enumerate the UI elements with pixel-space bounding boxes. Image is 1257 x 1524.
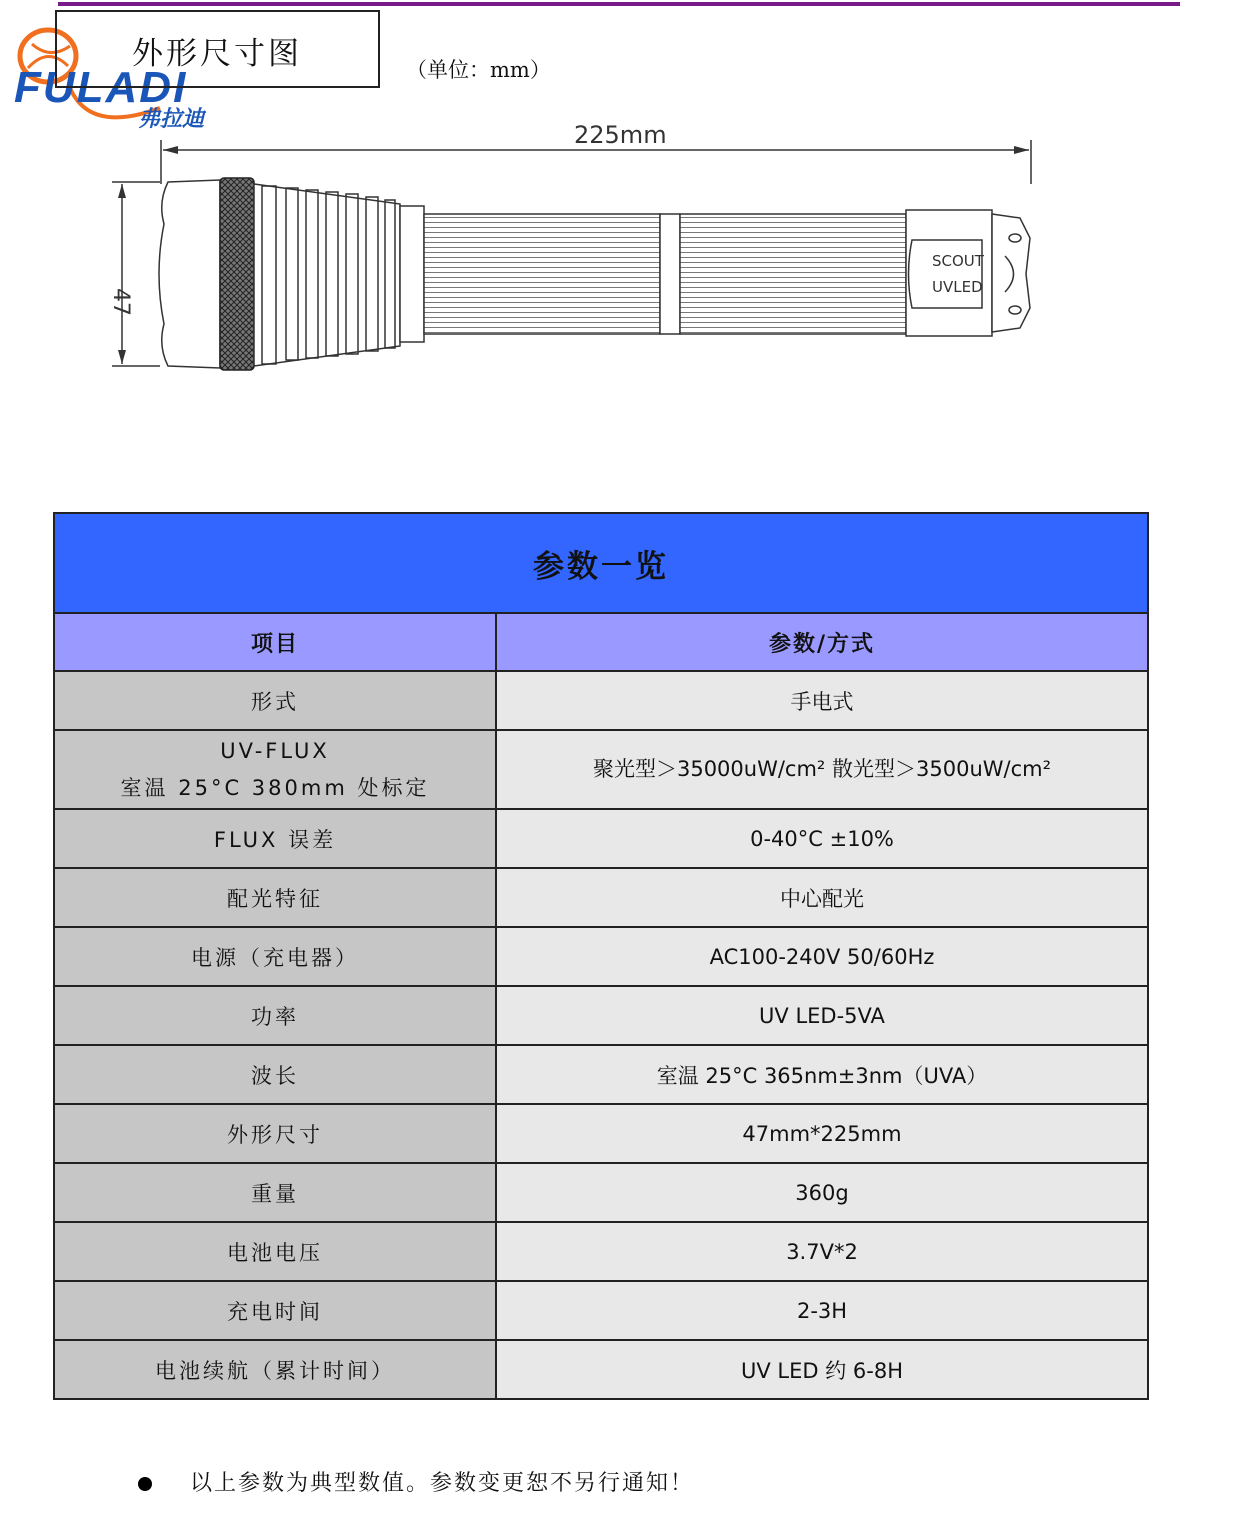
row-value: 手电式	[496, 671, 1148, 730]
row-item: 配光特征	[54, 868, 496, 927]
row-value: UV LED-5VA	[496, 986, 1148, 1045]
table-row	[54, 730, 1148, 809]
row-item: 外形尺寸	[54, 1104, 496, 1163]
table-row	[54, 1045, 1148, 1104]
engraving-uvled: UVLED	[932, 278, 983, 296]
top-accent-line	[58, 2, 1180, 6]
table-row	[54, 1281, 1148, 1340]
footnote-text: 以上参数为典型数值。参数变更恕不另行通知！	[190, 1471, 695, 1496]
row-item: 功率	[54, 986, 496, 1045]
row-item: 电池续航（累计时间）	[54, 1340, 496, 1399]
row-value: AC100-240V 50/60Hz	[496, 927, 1148, 986]
table-row	[54, 1104, 1148, 1163]
row-value: 中心配光	[496, 868, 1148, 927]
row-item: 波长	[54, 1045, 496, 1104]
flashlight-dimension-drawing	[0, 110, 1257, 390]
bullet-icon	[138, 1477, 152, 1491]
row-item: 充电时间	[54, 1281, 496, 1340]
table-row	[54, 671, 1148, 730]
row-value: 聚光型＞35000uW/cm² 散光型＞3500uW/cm²	[496, 730, 1148, 809]
row-value: 室温 25°C 365nm±3nm（UVA）	[496, 1045, 1148, 1104]
logo-wordmark: FULADI	[14, 63, 188, 112]
table-row	[54, 1222, 1148, 1281]
length-label: 225mm	[574, 121, 667, 149]
col-header-item: 项目	[54, 613, 496, 671]
table-row	[54, 809, 1148, 868]
row-item: 电源（充电器）	[54, 927, 496, 986]
row-value: 47mm*225mm	[496, 1104, 1148, 1163]
row-item	[54, 730, 496, 809]
footnote	[138, 1466, 694, 1497]
row-value: UV LED 约 6-8H	[496, 1340, 1148, 1399]
row-item: 重量	[54, 1163, 496, 1222]
table-row	[54, 1163, 1148, 1222]
row-value: 0-40°C ±10%	[496, 809, 1148, 868]
engraving-scout: SCOUT	[932, 252, 984, 270]
table-caption: 参数一览	[54, 513, 1148, 613]
row-value: 2-3H	[496, 1281, 1148, 1340]
row-item-line2: 室温 25°C 380mm 处标定	[120, 775, 430, 800]
section-title: 外形尺寸图	[132, 36, 302, 72]
spec-table	[53, 512, 1149, 1400]
diameter-label: 47	[108, 288, 133, 316]
row-item: FLUX 误差	[54, 809, 496, 868]
row-item: 电池电压	[54, 1222, 496, 1281]
col-header-value: 参数/方式	[496, 613, 1148, 671]
table-row	[54, 986, 1148, 1045]
row-value: 360g	[496, 1163, 1148, 1222]
table-row	[54, 1340, 1148, 1399]
row-item: 形式	[54, 671, 496, 730]
logo-chinese-name: 弗拉迪	[138, 107, 205, 132]
table-row	[54, 868, 1148, 927]
table-row	[54, 927, 1148, 986]
row-value: 3.7V*2	[496, 1222, 1148, 1281]
row-item-line1: UV-FLUX	[220, 738, 330, 763]
unit-note: （单位：mm）	[406, 58, 551, 82]
